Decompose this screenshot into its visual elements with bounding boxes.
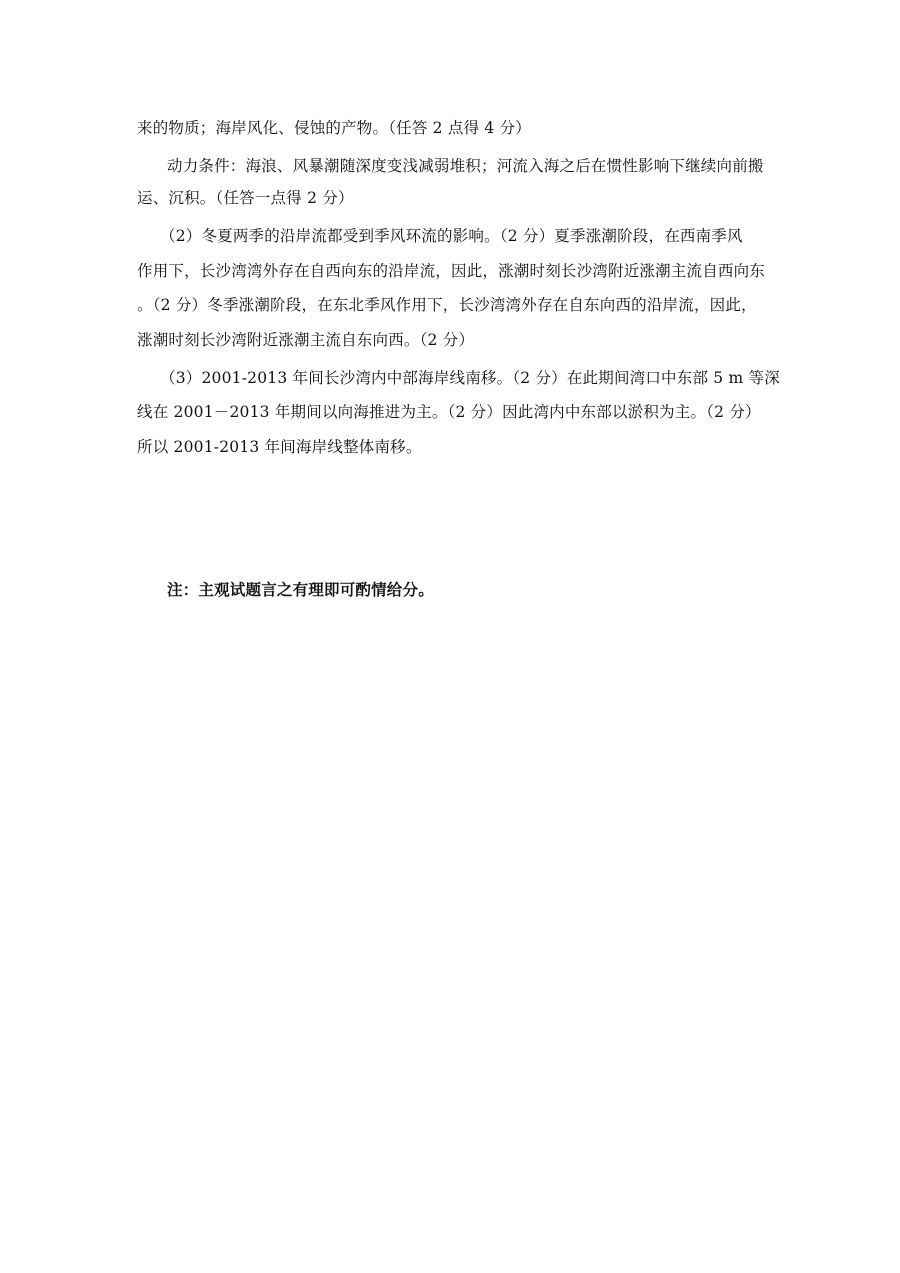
- answer-q3-line-2: 线在 2001－2013 年期间以向海推进为主。（2 分）因此湾内中东部以淤积为主。（2 分）: [137, 403, 761, 421]
- answer-q3-line-1: （3）2001-2013 年间长沙湾内中部海岸线南移。（2 分）在此期间湾口中东部 5 m 等深: [160, 369, 780, 387]
- answer-material-source-line: 来的物质；海岸风化、侵蚀的产物。（任答 2 点得 4 分）: [137, 119, 531, 137]
- grading-note: 注：主观试题言之有理即可酌情给分。: [167, 580, 434, 599]
- answer-dynamic-conditions-line-1: 动力条件：海浪、风暴潮随深度变浅减弱堆积；河流入海之后在惯性影响下继续向前搬: [167, 157, 764, 175]
- answer-q2-line-1: （2）冬夏两季的沿岸流都受到季风环流的影响。（2 分）夏季涨潮阶段，在西南季风: [160, 227, 743, 245]
- answer-q2-line-4: 涨潮时刻长沙湾附近涨潮主流自东向西。（2 分）: [137, 331, 475, 349]
- answer-q2-line-3: 。（2 分）冬季涨潮阶段，在东北季风作用下，长沙湾湾外存在自东向西的沿岸流，因此，: [137, 296, 757, 314]
- answer-dynamic-conditions-line-2: 运、沉积。（任答一点得 2 分）: [137, 189, 354, 207]
- answer-q3-line-3: 所以 2001-2013 年间海岸线整体南移。: [137, 438, 422, 456]
- answer-q2-line-2: 作用下，长沙湾湾外存在自西向东的沿岸流，因此，涨潮时刻长沙湾附近涨潮主流自西向东: [137, 262, 766, 280]
